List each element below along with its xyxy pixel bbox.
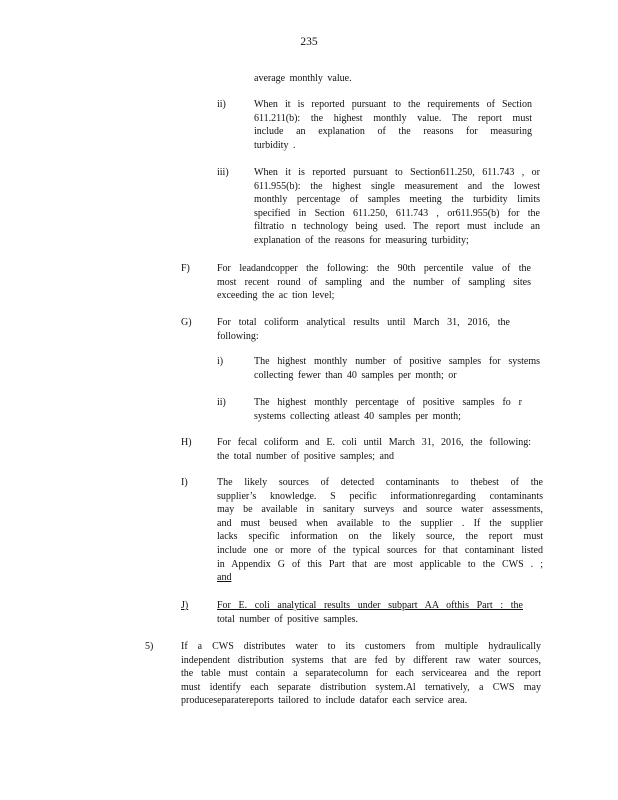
text-line: The highest monthly number of positive samples for systems bbox=[254, 356, 540, 367]
text-line: and must beused when available to the supplier . If the supplier bbox=[217, 517, 543, 529]
text-line: When it is reported pursuant to Section611.250, 611.743 , or bbox=[254, 167, 540, 178]
item-label-H: H) bbox=[181, 437, 192, 448]
item-H-text bbox=[217, 436, 531, 463]
text-line: For leadandcopper the following: the 90th percentile value of the bbox=[217, 263, 531, 274]
text-line: collecting fewer than 40 samples per month; or bbox=[254, 369, 457, 381]
item-label-iii: iii) bbox=[217, 167, 229, 178]
text-line: supplier’s knowledge. S pecific informationregarding contaminants bbox=[217, 490, 543, 502]
text-line: systems collecting atleast 40 samples per month; bbox=[254, 410, 461, 422]
text-line-underlined: and bbox=[217, 572, 232, 584]
text-line: the table must contain a separatecolumn for each servicearea and the report bbox=[181, 668, 541, 680]
item-J-text bbox=[217, 599, 523, 626]
item-iii-text bbox=[254, 166, 540, 248]
text-line: The likely sources of detected contaminants to thebest of the bbox=[217, 477, 543, 488]
text-line: exceeding the ac tion level; bbox=[217, 290, 335, 302]
continuation-text bbox=[254, 72, 364, 86]
item-ii-text bbox=[254, 98, 532, 152]
text-line: 611.211(b): the highest monthly value. The report must bbox=[254, 112, 532, 124]
text-line: turbidity . bbox=[254, 139, 296, 151]
item-label-G: G) bbox=[181, 317, 192, 328]
item-I-text bbox=[217, 476, 543, 585]
text-line: If a CWS distributes water to its customers from multiple hydraulically bbox=[181, 641, 541, 652]
text-line: lacks specific information on the likely source, the report must bbox=[217, 531, 543, 543]
item-5-text bbox=[181, 640, 541, 708]
text-line: 611.955(b): the highest single measurement and the lowest bbox=[254, 180, 540, 192]
text-line-underlined: For E. coli analytical results under subpart AA ofthis Part : the bbox=[217, 600, 523, 611]
text-line: When it is reported pursuant to the requirements of Section bbox=[254, 99, 532, 110]
text-line: in Appendix G of this Part that are most applicable to the CWS . ; bbox=[217, 558, 543, 570]
item-label-F: F) bbox=[181, 263, 190, 274]
item-G-i-text bbox=[254, 355, 540, 382]
text-line: most recent round of sampling and the number of sampling sites bbox=[217, 276, 531, 288]
item-G-text bbox=[217, 316, 510, 343]
text-line: independent distribution systems that are fed by different raw water sources, bbox=[181, 654, 541, 666]
text-line: include an explanation of the reasons for measuring bbox=[254, 126, 532, 138]
item-label-J: J) bbox=[181, 600, 189, 611]
text-line: explanation of the reasons for measuring turbidity; bbox=[254, 234, 469, 246]
item-label-G-ii: ii) bbox=[217, 397, 226, 408]
page-number: 235 bbox=[300, 36, 318, 48]
item-label-I: I) bbox=[181, 477, 188, 488]
text-line: total number of positive samples. bbox=[217, 613, 359, 625]
text-line: The highest monthly percentage of positive samples fo r bbox=[254, 397, 522, 408]
item-F-text bbox=[217, 262, 531, 303]
text-line: produceseparatereports tailored to include datafor each service area. bbox=[181, 695, 468, 707]
text-line: filtratio n technology being used. The report must include an bbox=[254, 221, 540, 233]
text-line: may be available in sanitary surveys and source water assessments, bbox=[217, 504, 543, 516]
text-line: For fecal coliform and E. coli until March 31, 2016, the following: bbox=[217, 437, 531, 448]
text-line: specified in Section 611.250, 611.743 , or611.955(b) for the bbox=[254, 207, 540, 219]
text-line: include one or more of the typical sources for that contaminant listed bbox=[217, 544, 543, 556]
text-line: For total coliform analytical results until March 31, 2016, the bbox=[217, 317, 510, 328]
item-G-ii-text bbox=[254, 396, 522, 423]
text-line: monthly percentage of samples meeting the turbidity limits bbox=[254, 194, 540, 206]
item-label-5: 5) bbox=[145, 641, 154, 652]
text-line: must identify each separate distribution system.Al ternatively, a CWS may bbox=[181, 681, 541, 693]
text-line: average monthly value. bbox=[254, 73, 352, 84]
item-label-ii: ii) bbox=[217, 99, 226, 110]
item-label-G-i: i) bbox=[217, 356, 224, 367]
text-line: following: bbox=[217, 330, 259, 342]
text-line: the total number of positive samples; and bbox=[217, 450, 394, 462]
